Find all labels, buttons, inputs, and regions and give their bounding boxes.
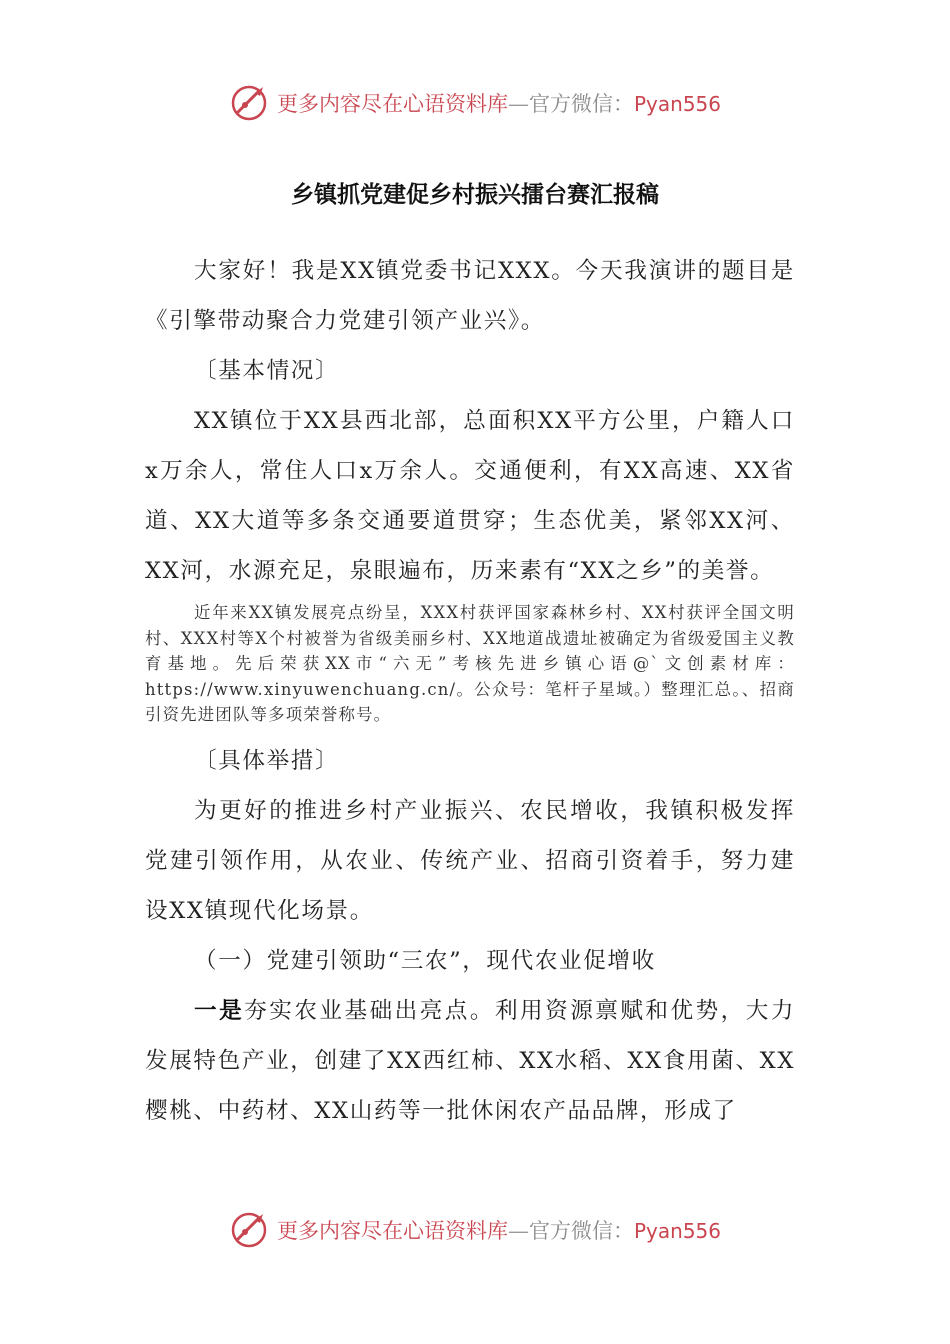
banner-slogan: 更多内容尽在心语资料库—官方微信：Pyan556 <box>276 92 721 116</box>
paragraph-highlights: 近年来XX镇发展亮点纷呈，XXX村获评国家森林乡村、XX村获评全国文明村、XXX村等X个村被誉为省级美丽乡村、XX地道战遗址被确定为省级爱国主义教育基地。先后荣获XX市“六无”考核先进乡镇心语@`文创素材库：https://www.xinyuwenchuang.cn/。公众号：笔杆子星域。）整理汇总。、招商引资先进团队等多项荣誉称号。 <box>145 603 795 724</box>
paragraph-lead: 一是 <box>194 997 245 1024</box>
paragraph-agriculture <box>145 986 795 1136</box>
paragraph-text: 夯实农业基础出亮点。利用资源禀赋和优势，大力发展特色产业，创建了XX西红柿、XX水稻、XX食用菌、XX樱桃、中药材、XX山药等一批休闲农产品品牌，形成了 <box>145 997 796 1124</box>
paragraph-intro: 大家好！我是XX镇党委书记XXX。今天我演讲的题目是《引擎带动聚合力党建引领产业兴》。 <box>145 258 795 334</box>
paragraph-basic-info: XX镇位于XX县西北部，总面积XX平方公里，户籍人口x万余人，常住人口x万余人。交通便利，有XX高速、XX省道、XX大道等多条交通要道贯穿；生态优美，紧邻XX河、XX河，水源充足，泉眼遍布，历来素有“XX之乡”的美誉。 <box>145 408 795 584</box>
document-body <box>145 246 795 1136</box>
document-title: 乡镇抓党建促乡村振兴擂台赛汇报稿 <box>291 182 659 208</box>
section-heading-measures: 〔具体举措〕 <box>194 747 340 774</box>
pen-circle-icon <box>229 1210 269 1250</box>
paragraph-measures: 为更好的推进乡村产业振兴、农民增收，我镇积极发挥党建引领作用，从农业、传统产业、招商引资着手，努力建设XX镇现代化场景。 <box>145 797 795 924</box>
section-heading-basic: 〔基本情况〕 <box>194 358 340 384</box>
footer-banner <box>0 1205 950 1255</box>
banner-slogan: 更多内容尽在心语资料库—官方微信：Pyan556 <box>276 1219 721 1243</box>
subsection-heading-agriculture: （一）党建引领助“三农”，现代农业促增收 <box>194 947 656 974</box>
pen-circle-icon <box>229 83 269 123</box>
header-banner <box>0 78 950 128</box>
